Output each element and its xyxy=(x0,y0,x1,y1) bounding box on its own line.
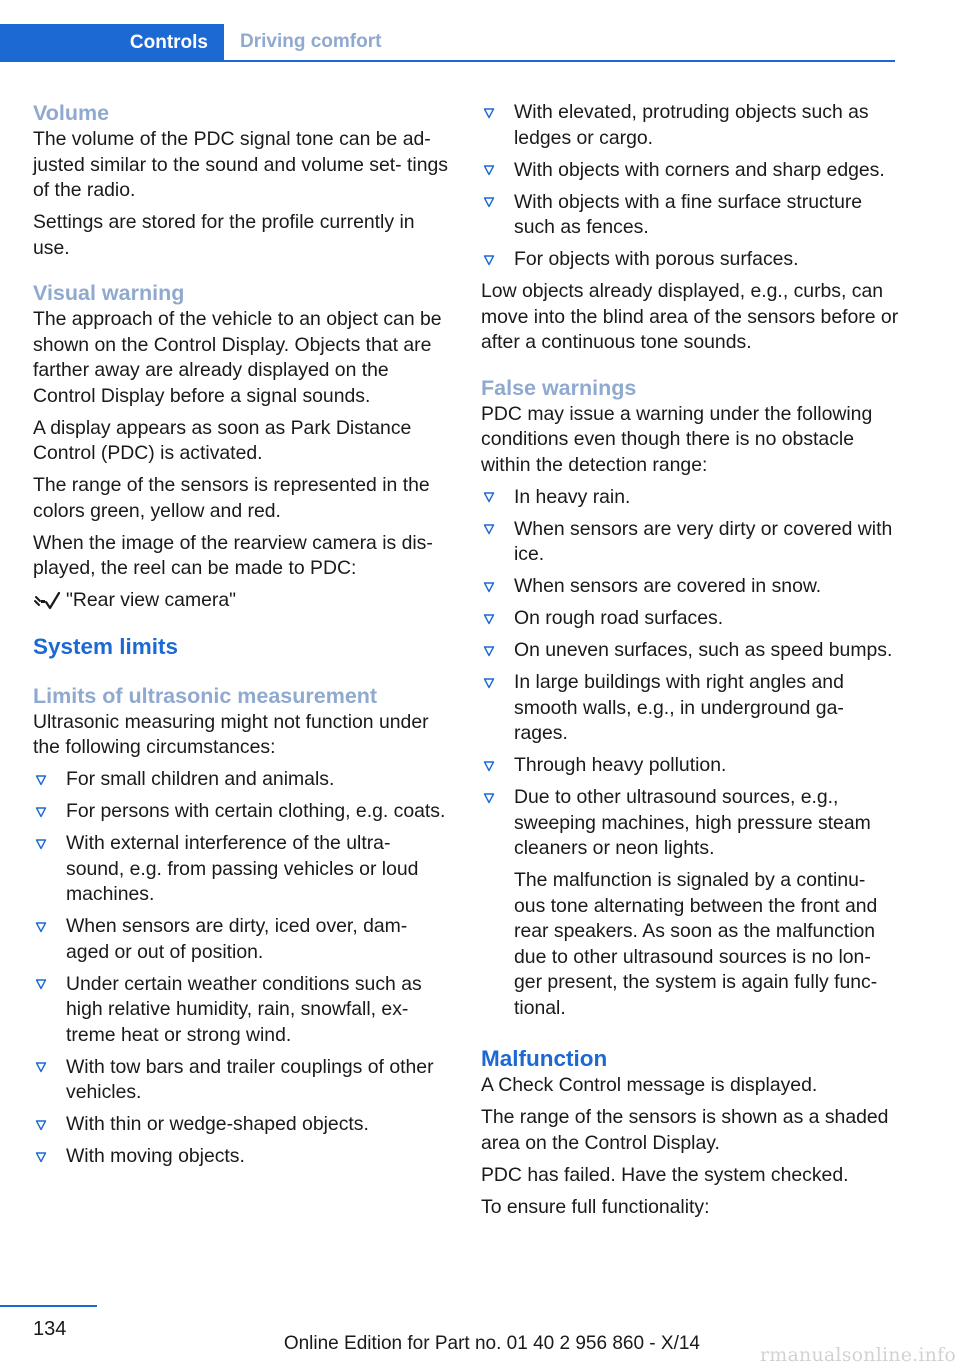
list-item xyxy=(481,753,901,779)
list-item xyxy=(481,100,901,151)
list-item-text: In large buildings with right angles and smooth walls, e.g., in underground ga‐ rages. xyxy=(514,671,844,744)
visual-paragraph-1: The approach of the vehicle to an object can be shown on the Control Display. Objects that are farther away are already displayed on the Control Display before a signal sounds. xyxy=(33,308,442,407)
list-item xyxy=(481,606,901,632)
list-item-text: With thin or wedge-shaped objects. xyxy=(66,1113,369,1135)
bullet-triangle-icon xyxy=(33,1055,49,1080)
list-item xyxy=(33,914,448,965)
visual-paragraph-4: When the image of the rearview camera is dis‐ played, the reel can be made to PDC: xyxy=(33,531,433,579)
page-header xyxy=(0,24,895,62)
list-item xyxy=(481,158,901,184)
heading-volume: Volume xyxy=(33,101,110,125)
list-item xyxy=(33,1144,448,1170)
list-item-text: On rough road surfaces. xyxy=(514,607,724,629)
list-item-text: When sensors are covered in snow. xyxy=(514,575,822,597)
list-item xyxy=(481,247,901,273)
watermark-logo: rmanualsonline.info xyxy=(760,1344,956,1366)
ultrasonic-limits-list xyxy=(33,767,448,1170)
visual-paragraph-2: A display appears as soon as Park Distance Control (PDC) is activated. xyxy=(33,416,412,464)
list-item-text: For small children and animals. xyxy=(66,768,335,790)
list-item xyxy=(33,799,448,825)
heading-malfunction: Malfunction xyxy=(481,1046,608,1071)
left-column xyxy=(33,100,448,1176)
bullet-triangle-icon xyxy=(33,972,49,997)
list-item-text: In heavy rain. xyxy=(514,485,631,508)
list-item-text: With moving objects. xyxy=(66,1145,245,1167)
tab-driving-comfort[interactable]: Driving comfort xyxy=(240,31,382,52)
list-item xyxy=(33,767,448,793)
heading-false-warnings: False warnings xyxy=(481,375,637,400)
footer-rule xyxy=(0,1305,97,1307)
low-objects-paragraph: Low objects already displayed, e.g., curbs, can move into the blind area of the sensors before or after a continuous tone sounds. xyxy=(481,280,899,353)
heading-ultrasonic-limits: Limits of ultrasonic measurement xyxy=(33,683,378,708)
list-item-text: With elevated, protruding objects such as ledges or cargo. xyxy=(514,101,869,149)
list-item xyxy=(33,1055,448,1106)
bullet-triangle-icon xyxy=(33,1112,49,1137)
list-item-text: For objects with porous surfaces. xyxy=(514,248,799,270)
list-item-text: With tow bars and trailer couplings of other vehicles. xyxy=(66,1055,434,1103)
bullet-triangle-icon xyxy=(481,517,497,542)
rear-view-camera-icon xyxy=(33,591,61,619)
bullet-triangle-icon xyxy=(481,158,497,183)
list-item-text: With objects with a fine surface structure such as fences. xyxy=(514,190,863,238)
page-number: 134 xyxy=(33,1318,67,1340)
visual-paragraph-3: The range of the sensors is represented in the colors green, yellow and red. xyxy=(33,474,430,522)
rear-view-camera-menu-item xyxy=(33,588,448,614)
edition-footer: Online Edition for Part no. 01 40 2 956 860 - X/14 xyxy=(283,1333,700,1354)
bullet-triangle-icon xyxy=(33,914,49,939)
header-rule xyxy=(0,60,895,62)
tab-controls[interactable]: Controls xyxy=(0,24,224,62)
list-item-text: With external interference of the ultra‐ sound, e.g. from passing vehicles or loud machines. xyxy=(66,832,419,905)
bullet-triangle-icon xyxy=(33,831,49,856)
list-item xyxy=(33,831,448,908)
list-item xyxy=(481,190,901,241)
list-item xyxy=(481,638,901,664)
bullet-triangle-icon xyxy=(33,1144,49,1169)
list-item xyxy=(33,1112,448,1138)
malfunction-paragraph-2: The range of the sensors is shown as a shaded area on the Control Display. xyxy=(481,1106,889,1154)
list-item xyxy=(481,574,901,600)
malfunction-paragraph-1: A Check Control message is displayed. xyxy=(481,1074,818,1096)
bullet-triangle-icon xyxy=(481,574,497,599)
heading-system-limits: System limits xyxy=(33,633,179,659)
bullet-triangle-icon xyxy=(481,190,497,215)
object-limits-list xyxy=(481,100,901,273)
volume-paragraph-2: Settings are stored for the profile currently in use. xyxy=(33,211,415,259)
list-item xyxy=(481,670,901,747)
bullet-triangle-icon xyxy=(481,100,497,125)
list-item xyxy=(481,517,901,568)
list-item-text: On uneven surfaces, such as speed bumps. xyxy=(514,639,893,661)
list-item-text: Under certain weather conditions such as high relative humidity, rain, snowfall, ex‐ treme heat or strong wind. xyxy=(66,972,422,1046)
bullet-triangle-icon xyxy=(481,485,497,510)
ultrasonic-paragraph: Ultrasonic measuring might not function under the following circumstances: xyxy=(33,710,429,758)
right-column xyxy=(481,100,901,1227)
bullet-triangle-icon xyxy=(481,606,497,631)
bullet-triangle-icon xyxy=(33,799,49,824)
list-item-text: When sensors are very dirty or covered with ice. xyxy=(514,517,893,565)
list-item xyxy=(481,785,901,1021)
list-item-text: Due to other ultrasound sources, e.g., sweeping machines, high pressure steam cleaners or neon lights. xyxy=(514,786,871,859)
list-item-note: The malfunction is signaled by a continu‐ ous tone alternating between the front and rear speakers. As soon as the malfunction due to other ultrasound sources is no lon‐ ger present, the system is again fully func‐ tional. xyxy=(514,869,878,1019)
bullet-triangle-icon xyxy=(481,670,497,695)
bullet-triangle-icon xyxy=(481,785,497,810)
list-item-text: When sensors are dirty, iced over, dam‐ aged or out of position. xyxy=(66,915,408,963)
list-item xyxy=(33,972,448,1049)
rear-view-camera-label: "Rear view camera" xyxy=(66,589,237,611)
malfunction-paragraph-4: To ensure full functionality: xyxy=(481,1195,710,1218)
bullet-triangle-icon xyxy=(481,247,497,272)
malfunction-paragraph-3: PDC has failed. Have the system checked. xyxy=(481,1163,849,1186)
bullet-triangle-icon xyxy=(481,638,497,663)
list-item xyxy=(481,485,901,511)
list-item-text: For persons with certain clothing, e.g. coats. xyxy=(66,800,446,822)
list-item-text: With objects with corners and sharp edges. xyxy=(514,158,885,181)
false-warnings-list xyxy=(481,485,901,1022)
false-warnings-paragraph: PDC may issue a warning under the following conditions even though there is no obstacle within the detection range: xyxy=(481,402,873,476)
bullet-triangle-icon xyxy=(481,753,497,778)
volume-paragraph-1: The volume of the PDC signal tone can be ad‐ justed similar to the sound and volume set‐ tings of the radio. xyxy=(33,128,448,201)
list-item-text: Through heavy pollution. xyxy=(514,754,727,776)
bullet-triangle-icon xyxy=(33,767,49,792)
heading-visual-warning: Visual warning xyxy=(33,281,185,305)
